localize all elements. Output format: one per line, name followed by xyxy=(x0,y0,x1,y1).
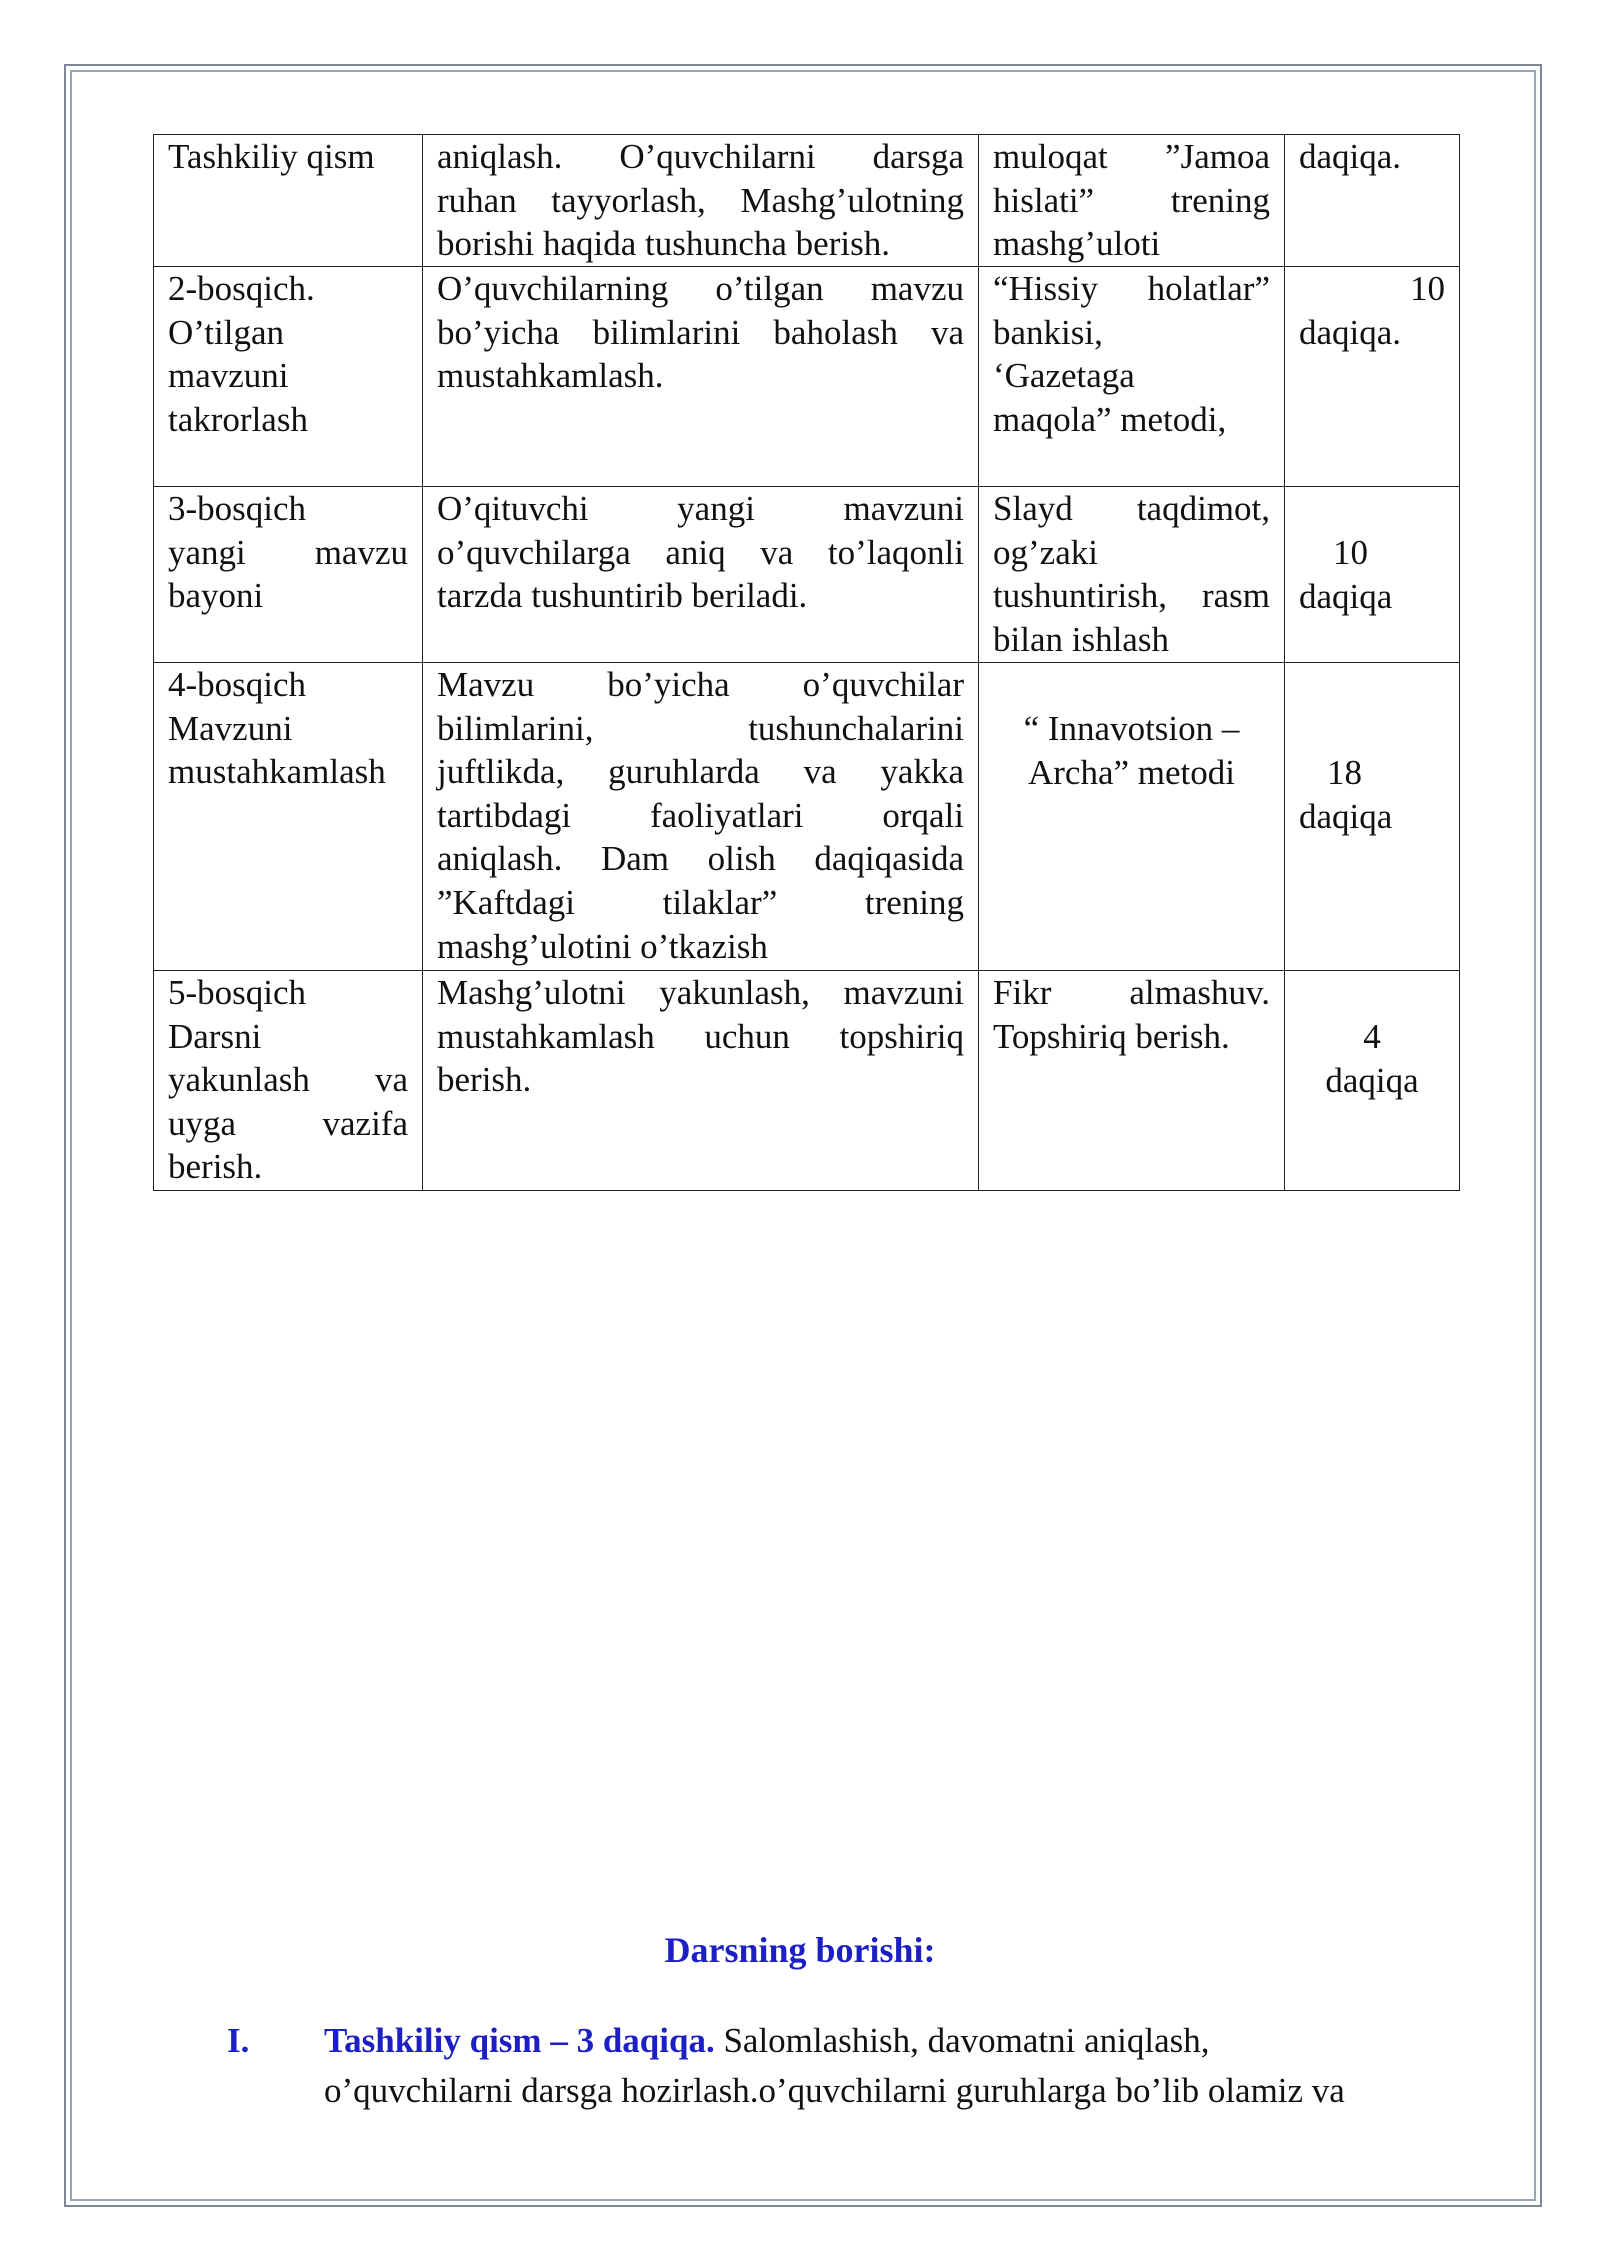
lesson-plan-table xyxy=(153,134,1460,1191)
table-row xyxy=(154,663,1460,971)
stage-cell xyxy=(154,487,423,663)
table-row xyxy=(154,487,1460,663)
lesson-step-paragraph xyxy=(227,2016,1447,2116)
cell-line: tushuntirish, rasm xyxy=(993,576,1270,616)
cell-line: berish. xyxy=(437,1060,532,1100)
cell-line: og’zaki xyxy=(993,532,1098,572)
cell-line: mavzuni xyxy=(168,356,289,396)
cell-line: juftlikda, guruhlarda va yakka xyxy=(437,752,964,792)
cell-line: daqiqa xyxy=(1325,1060,1419,1100)
cell-line: 2-bosqich. xyxy=(168,269,315,308)
cell-line: Slayd taqdimot, xyxy=(993,489,1270,528)
cell-line: mustahkamlash uchun topshiriq xyxy=(437,1016,964,1056)
cell-line: mashg’ulotini o’tkazish xyxy=(437,926,768,966)
table-row xyxy=(154,135,1460,267)
cell-line: “Hissiy holatlar” xyxy=(993,269,1270,308)
cell-line: aniqlash. Dam olish daqiqasida xyxy=(437,839,964,879)
cell-line: o’quvchilarga aniq va to’laqonli xyxy=(437,532,964,572)
cell-line: 3-bosqich xyxy=(168,489,307,528)
time-cell xyxy=(1285,135,1460,267)
table-row xyxy=(154,267,1460,487)
cell-line: Mavzuni xyxy=(168,708,293,748)
paragraph-text: Salomlashish, davomatni aniqlash, xyxy=(714,2021,1210,2060)
goal-cell xyxy=(423,663,979,971)
time-cell xyxy=(1285,487,1460,663)
cell-line: tarzda tushuntirib beriladi. xyxy=(437,576,808,616)
cell-line: daqiqa. xyxy=(1299,312,1402,352)
cell-line: borishi haqida tushuncha berish. xyxy=(437,224,890,264)
cell-line: berish. xyxy=(168,1147,263,1187)
paragraph-lead: Tashkiliy qism – 3 daqiqa. xyxy=(324,2021,715,2060)
cell-line: Darsni xyxy=(168,1016,262,1056)
method-cell xyxy=(979,663,1285,971)
goal-cell xyxy=(423,267,979,487)
cell-line: Mavzu bo’yicha o’quvchilar xyxy=(437,665,964,704)
cell-line: ruhan tayyorlash, Mashg’ulotning xyxy=(437,180,964,220)
cell-line: O’quvchilarning o’tilgan mavzu xyxy=(437,269,964,308)
method-cell xyxy=(979,971,1285,1191)
cell-line: uyga vazifa xyxy=(168,1103,408,1143)
cell-line: O’tilgan xyxy=(168,312,285,352)
cell-line: mustahkamlash. xyxy=(437,356,664,396)
cell-line: Fikr almashuv. xyxy=(993,973,1270,1012)
cell-line: “ Innavotsion – xyxy=(1023,709,1240,748)
cell-line: 5-bosqich xyxy=(168,973,307,1012)
cell-line: 4-bosqich xyxy=(168,665,307,704)
time-cell xyxy=(1285,267,1460,487)
cell-line: Topshiriq berish. xyxy=(993,1016,1230,1056)
cell-line: bilimlarini, tushunchalarini xyxy=(437,708,964,748)
cell-line: ”Kaftdagi tilaklar” trening xyxy=(437,882,964,922)
goal-cell xyxy=(423,135,979,267)
goal-cell xyxy=(423,487,979,663)
stage-cell xyxy=(154,267,423,487)
goal-cell xyxy=(423,971,979,1191)
cell-line: mashg’uloti xyxy=(993,224,1161,264)
cell-line: Archa” metodi xyxy=(1028,752,1235,792)
cell-line: ‘Gazetaga xyxy=(993,356,1135,396)
paragraph-body xyxy=(324,2016,1447,2116)
cell-line: Tashkiliy qism xyxy=(168,137,375,176)
list-number: I. xyxy=(227,2021,250,2060)
stage-cell xyxy=(154,971,423,1191)
cell-line: bo’yicha bilimlarini baholash va xyxy=(437,312,964,352)
cell-line: 4 xyxy=(1363,1017,1381,1056)
cell-line: muloqat ”Jamoa xyxy=(993,137,1270,176)
cell-line: hislati” trening xyxy=(993,180,1270,220)
time-cell xyxy=(1285,663,1460,971)
cell-line: daqiqa xyxy=(1299,796,1393,836)
cell-line: mustahkamlash xyxy=(168,752,386,792)
time-cell xyxy=(1285,971,1460,1191)
method-cell xyxy=(979,267,1285,487)
cell-line: aniqlash. O’quvchilarni darsga xyxy=(437,137,964,176)
cell-line: 18 xyxy=(1327,753,1362,792)
cell-line: Mashg’ulotni yakunlash, mavzuni xyxy=(437,973,964,1012)
cell-line: O’qituvchi yangi mavzuni xyxy=(437,489,964,528)
section-heading: Darsning borishi: xyxy=(664,1930,936,1970)
cell-line: 10 xyxy=(1333,533,1368,572)
cell-line: tartibdagi faoliyatlari orqali xyxy=(437,795,964,835)
cell-line: daqiqa xyxy=(1299,576,1393,616)
paragraph-text: o’quvchilarni darsga hozirlash.o’quvchilarni guruhlarga bo’lib olamiz va xyxy=(324,2071,1345,2110)
cell-line: takrorlash xyxy=(168,399,308,439)
cell-line: 10 xyxy=(1410,269,1445,308)
cell-line: maqola” metodi, xyxy=(993,399,1227,439)
cell-line: yakunlash va xyxy=(168,1060,408,1100)
cell-line: yangi mavzu xyxy=(168,532,408,572)
cell-line: daqiqa. xyxy=(1299,137,1402,176)
cell-line: bankisi, xyxy=(993,312,1103,352)
cell-line: bilan ishlash xyxy=(993,619,1169,659)
cell-line: bayoni xyxy=(168,576,264,616)
stage-cell xyxy=(154,663,423,971)
method-cell xyxy=(979,135,1285,267)
table-row xyxy=(154,971,1460,1191)
stage-cell xyxy=(154,135,423,267)
method-cell xyxy=(979,487,1285,663)
